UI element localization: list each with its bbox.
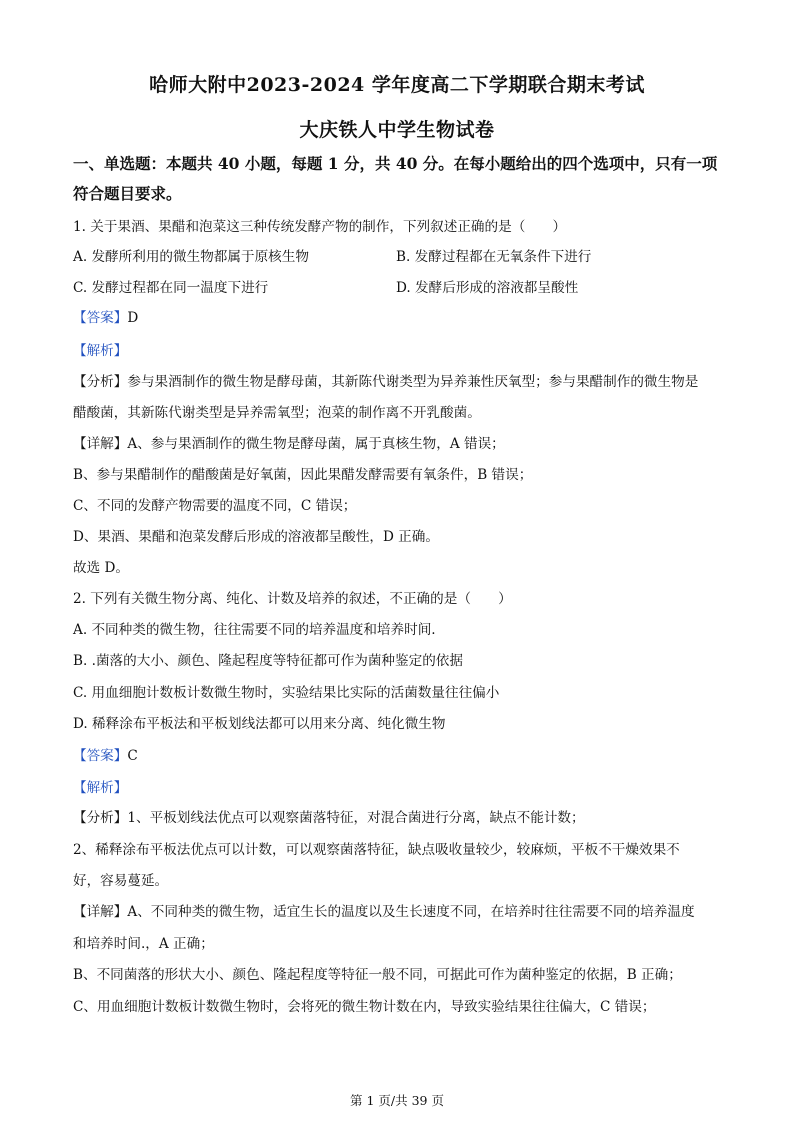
fenxi-tag: 【分析】 bbox=[73, 374, 128, 390]
answer-value: C bbox=[127, 748, 138, 764]
exam-title: 哈师大附中2023-2024 学年度高二下学期联合期末考试 bbox=[149, 74, 645, 96]
page-footer: 第 1 页/共 39 页 bbox=[350, 1093, 444, 1108]
xiangjie-text: A、不同种类的微生物，适宜生长的温度以及生长速度不同，在培养时往往需要不同的培养温度 bbox=[127, 904, 695, 920]
fenxi-tag: 【分析】 bbox=[73, 810, 128, 826]
q2-fenxi-line-1 bbox=[73, 806, 585, 826]
xiangjie-text: A、参与果酒制作的微生物是酵母菌，属于真核生物，A 错误； bbox=[127, 436, 505, 452]
exam-subtitle: 大庆铁人中学生物试卷 bbox=[299, 119, 495, 141]
q1-xiangjie-c: C、不同的发酵产物需要的温度不同，C 错误； bbox=[73, 498, 357, 514]
q1-fenxi-line-1 bbox=[73, 370, 698, 390]
q1-fenxi-line-2: 醋酸菌，其新陈代谢类型是异养需氧型；泡菜的制作离不开乳酸菌。 bbox=[73, 405, 481, 421]
answer-tag: 【答案】 bbox=[73, 748, 128, 764]
q2-answer bbox=[73, 744, 138, 764]
q2-analysis-tag: 【解析】 bbox=[73, 780, 128, 796]
q2-stem: 2. 下列有关微生物分离、纯化、计数及培养的叙述，不正确的是（ ） bbox=[73, 591, 512, 607]
xiangjie-tag: 【详解】 bbox=[73, 904, 128, 920]
q1-stem: 1. 关于果酒、果醋和泡菜这三种传统发酵产物的制作，下列叙述正确的是（ ） bbox=[73, 219, 567, 235]
answer-value: D bbox=[127, 310, 139, 326]
q1-xiangjie-d: D、果酒、果醋和泡菜发酵后形成的溶液都呈酸性，D 正确。 bbox=[73, 529, 439, 545]
xiangjie-tag: 【详解】 bbox=[73, 436, 128, 452]
q1-option-a: A. 发酵所利用的微生物都属于原核生物 bbox=[73, 249, 309, 265]
q1-conclusion: 故选 D。 bbox=[73, 560, 130, 576]
answer-tag: 【答案】 bbox=[73, 310, 128, 326]
q1-option-b: B. 发酵过程都在无氧条件下进行 bbox=[396, 249, 592, 265]
q2-option-b: B. .菌落的大小、颜色、隆起程度等特征都可作为菌种鉴定的依据 bbox=[73, 653, 463, 669]
q1-analysis-tag: 【解析】 bbox=[73, 343, 128, 359]
fenxi-text: 1、平板划线法优点可以观察菌落特征，对混合菌进行分离，缺点不能计数； bbox=[127, 810, 585, 826]
q2-option-c: C. 用血细胞计数板计数微生物时，实验结果比实际的活菌数量往往偏小 bbox=[73, 685, 500, 701]
q2-xiangjie-c: C、用血细胞计数板计数微生物时，会将死的微生物计数在内，导致实验结果往往偏大，C 错误； bbox=[73, 999, 656, 1015]
section-heading-line-1: 一、单选题：本题共 40 小题，每题 1 分，共 40 分。在每小题给出的四个选项中，只有一项 bbox=[73, 154, 718, 173]
fenxi-text: 参与果酒制作的微生物是酵母菌，其新陈代谢类型为异养兼性厌氧型；参与果醋制作的微生物是 bbox=[127, 374, 699, 390]
q2-xiangjie-b: B、不同菌落的形状大小、颜色、隆起程度等特征一般不同，可据此可作为菌种鉴定的依据，B 正确； bbox=[73, 967, 682, 983]
q2-option-d: D. 稀释涂布平板法和平板划线法都可以用来分离、纯化微生物 bbox=[73, 716, 446, 732]
q2-option-a: A. 不同种类的微生物，往往需要不同的培养温度和培养时间. bbox=[73, 622, 436, 638]
q2-fenxi-line-2: 2、稀释涂布平板法优点可以计数，可以观察菌落特征，缺点吸收量较少，较麻烦，平板不干燥效果不 bbox=[73, 842, 680, 858]
q2-xiangjie-a-line-1 bbox=[73, 900, 695, 920]
q2-fenxi-line-3: 好，容易蔓延。 bbox=[73, 873, 169, 889]
section-heading-line-2: 符合题目要求。 bbox=[73, 184, 182, 203]
q2-xiangjie-a-line-2: 和培养时间.，A 正确； bbox=[73, 936, 214, 952]
q1-option-c: C. 发酵过程都在同一温度下进行 bbox=[73, 280, 269, 296]
q1-xiangjie-b: B、参与果醋制作的醋酸菌是好氧菌，因此果醋发酵需要有氧条件，B 错误； bbox=[73, 467, 533, 483]
q1-xiangjie-a bbox=[73, 432, 505, 452]
q1-option-d: D. 发酵后形成的溶液都呈酸性 bbox=[396, 280, 579, 296]
q1-answer bbox=[73, 306, 138, 326]
